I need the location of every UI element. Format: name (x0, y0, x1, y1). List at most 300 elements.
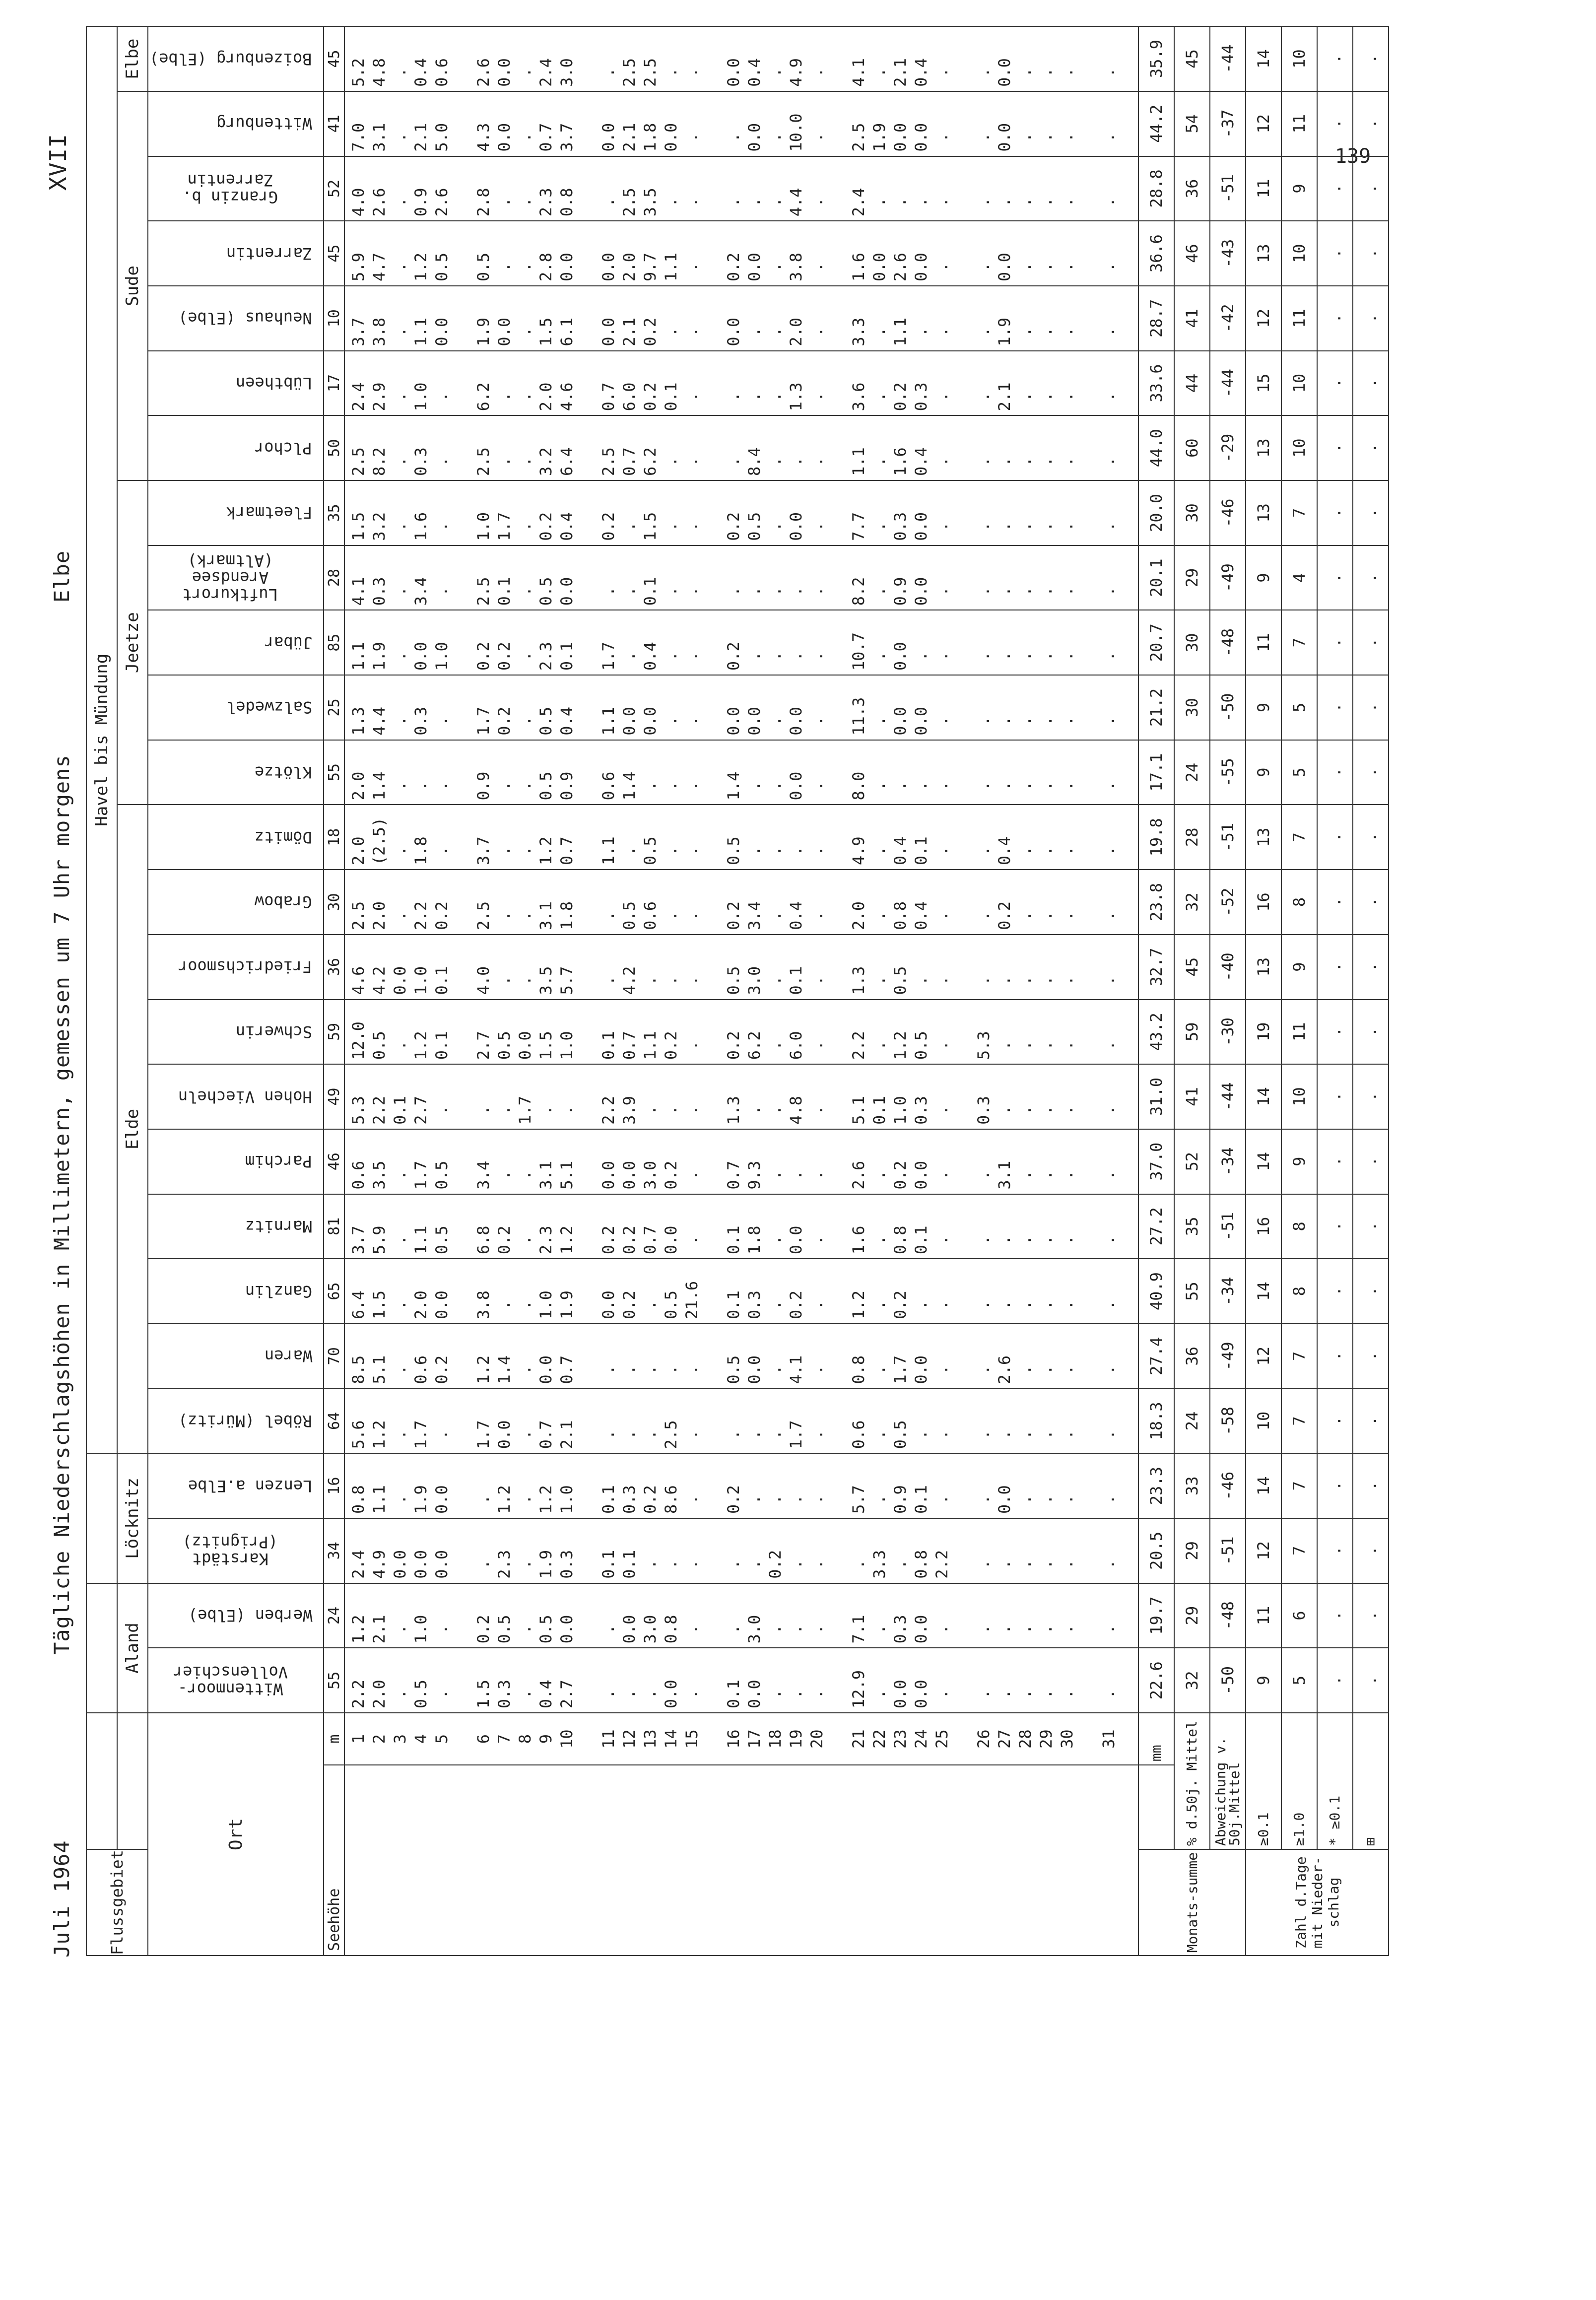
station-name: Salzwedel (226, 698, 312, 717)
station-header (148, 1000, 324, 1065)
station-header (148, 740, 324, 805)
hail-days: . (1353, 221, 1389, 286)
days-ge-1-0: 11 (1281, 91, 1317, 156)
pct-mittel-label: % d.50j. Mittel (1174, 1713, 1210, 1849)
station-header (148, 156, 324, 221)
monthly-sum: 31.0 (1138, 1064, 1174, 1129)
monthly-sum: 18.3 (1138, 1389, 1174, 1454)
station-elevation: 49 (324, 1064, 344, 1129)
deviation: -50 (1210, 675, 1246, 740)
monthly-sum: 43.2 (1138, 1000, 1174, 1065)
precipitation-table (86, 26, 1389, 1956)
group-elbe: Elbe (117, 26, 148, 91)
station-name: Plchor (255, 438, 312, 458)
deviation: -51 (1210, 1194, 1246, 1259)
daily-values: 5.9 4.7 . 1.2 0.5 0.5 . . 2.8 0.0 0.0 2.0 9.7 1.1 . 0.2 0.0 . 3.8 . 1.6 0.0 2.6 0.0 . . 0.0 . . . . (344, 221, 1138, 286)
hail-label: ⊞ (1353, 1713, 1389, 1849)
monthly-sum: 19.7 (1138, 1583, 1174, 1648)
snow-days: . (1317, 1583, 1353, 1648)
daily-values: 4.0 2.6 . 0.9 2.6 2.8 . . 2.3 0.8 . 2.5 3.5 . . . . . 4.4 . 2.4 . . . . . . . . . . (344, 156, 1138, 221)
snow-days: . (1317, 480, 1353, 545)
daily-values: 12.0 0.5 . 1.2 0.1 2.7 0.5 0.0 1.5 1.0 0.1 0.7 1.1 0.2 . 0.2 6.2 . 6.0 . 2.2 . 1.2 0.5 . 5.3 . . . . . (344, 1000, 1138, 1065)
station-elevation: 36 (324, 935, 344, 1000)
pct-of-mean: 41 (1174, 286, 1210, 351)
station-header (148, 1129, 324, 1194)
zahl-tage-label: Zahl d.Tage mit Nieder-schlag (1246, 1849, 1389, 1956)
snow-days: . (1317, 1259, 1353, 1324)
station-header (148, 415, 324, 480)
snow-days: . (1317, 1064, 1353, 1129)
station-header (148, 351, 324, 416)
daily-values: 0.8 1.1 . 1.9 0.0 . 1.2 . 1.2 1.0 0.1 0.3 0.2 8.6 . 0.2 . . . . 5.7 . 0.9 0.1 . . 0.0 . . . . (344, 1453, 1138, 1518)
station-name: Waren (264, 1347, 312, 1366)
hail-days: . (1353, 675, 1389, 740)
monthly-sum: 27.2 (1138, 1194, 1174, 1259)
pct-of-mean: 29 (1174, 545, 1210, 610)
deviation: -52 (1210, 870, 1246, 935)
monthly-sum: 44.2 (1138, 91, 1174, 156)
monthly-sum: 37.0 (1138, 1129, 1174, 1194)
mm-label: mm (1138, 1713, 1174, 1765)
group-sude: Sude (117, 91, 148, 480)
days-ge-0-1: 14 (1246, 1129, 1281, 1194)
station-header (148, 1194, 324, 1259)
monthly-sum: 40.9 (1138, 1259, 1174, 1324)
days-ge-0-1: 13 (1246, 480, 1281, 545)
station-elevation: 24 (324, 1583, 344, 1648)
hail-days: . (1353, 1194, 1389, 1259)
station-elevation: 28 (324, 545, 344, 610)
days-ge-0-1: 16 (1246, 1194, 1281, 1259)
daily-values: 2.4 2.9 . 1.0 . 6.2 . . 2.0 4.6 0.7 6.0 0.2 0.1 . . . . 1.3 . 3.6 . 0.2 0.3 . . 2.1 . . . . (344, 351, 1138, 416)
sheet-number: XVII (45, 134, 71, 191)
station-name: Karstädt (Prignitz) (182, 1533, 278, 1569)
station-elevation: 17 (324, 351, 344, 416)
station-elevation: 50 (324, 415, 344, 480)
deviation: -43 (1210, 221, 1246, 286)
days-ge-1-0: 7 (1281, 1389, 1317, 1454)
snow-days: . (1317, 1000, 1353, 1065)
pct-of-mean: 32 (1174, 870, 1210, 935)
days-ge-1-0: 8 (1281, 1259, 1317, 1324)
snow-days: . (1317, 935, 1353, 1000)
monthly-sum: 27.4 (1138, 1324, 1174, 1389)
hail-days: . (1353, 1259, 1389, 1324)
station-name: Schwerin (235, 1022, 312, 1041)
station-elevation: 52 (324, 156, 344, 221)
station-elevation: 10 (324, 286, 344, 351)
snow-days: . (1317, 1389, 1353, 1454)
pct-of-mean: 45 (1174, 935, 1210, 1000)
station-name: Marnitz (245, 1217, 312, 1236)
days-ge-1-0: 4 (1281, 545, 1317, 610)
days-ge-1-0: 10 (1281, 1064, 1317, 1129)
daily-values: 6.4 1.5 . 2.0 0.0 3.8 . . 1.0 1.9 0.0 0.2 . 0.5 21.6 0.1 0.3 . 0.2 . 1.2 . 0.2 . . . . . . . . (344, 1259, 1138, 1324)
pct-of-mean: 59 (1174, 1000, 1210, 1065)
station-elevation: 59 (324, 1000, 344, 1065)
station-elevation: 30 (324, 870, 344, 935)
hail-days: . (1353, 91, 1389, 156)
monthly-sum: 20.7 (1138, 610, 1174, 675)
pct-of-mean: 54 (1174, 91, 1210, 156)
station-name: Lübtheen (235, 373, 312, 393)
monthly-sum: 20.0 (1138, 480, 1174, 545)
snow-days: . (1317, 351, 1353, 416)
pct-of-mean: 24 (1174, 1389, 1210, 1454)
hail-days: . (1353, 610, 1389, 675)
station-name: Klötze (255, 763, 312, 782)
station-elevation: 65 (324, 1259, 344, 1324)
hail-days: . (1353, 545, 1389, 610)
deviation: -49 (1210, 1324, 1246, 1389)
station-name: Wittenburg (216, 114, 312, 134)
monthly-sum: 17.1 (1138, 740, 1174, 805)
snow-days: . (1317, 91, 1353, 156)
station-elevation: 16 (324, 1453, 344, 1518)
days-ge-1-0: 9 (1281, 1129, 1317, 1194)
pct-of-mean: 35 (1174, 1194, 1210, 1259)
pct-of-mean: 24 (1174, 740, 1210, 805)
deviation: -51 (1210, 156, 1246, 221)
station-elevation: 55 (324, 1648, 344, 1713)
snow-days: . (1317, 870, 1353, 935)
station-header (148, 870, 324, 935)
days-ge-0-1: 13 (1246, 415, 1281, 480)
deviation: -50 (1210, 1648, 1246, 1713)
station-header (148, 1324, 324, 1389)
snow-days: . (1317, 1129, 1353, 1194)
station-name: Friedrichsmoor (178, 957, 312, 977)
deviation: -34 (1210, 1259, 1246, 1324)
station-name: Hohen Viecheln (178, 1087, 312, 1106)
daily-values: 2.5 8.2 . 0.3 . 2.5 . . 3.2 6.4 2.5 0.7 6.2 . . . 8.4 . . . 1.1 . 1.6 0.4 . . . . . . . (344, 415, 1138, 480)
pct-of-mean: 29 (1174, 1518, 1210, 1583)
station-elevation: 46 (324, 1129, 344, 1194)
daily-values: 5.2 4.8 . 0.4 0.6 2.6 0.0 . 2.4 3.0 . 2.5 2.5 . . 0.0 0.4 . 4.9 . 4.1 . 2.1 0.4 . . 0.0 . . . . (344, 26, 1138, 91)
pct-of-mean: 29 (1174, 1583, 1210, 1648)
days-ge-0-1: 11 (1246, 156, 1281, 221)
station-header (148, 1583, 324, 1648)
pct-of-mean: 33 (1174, 1453, 1210, 1518)
flussgebiet-label: Flussgebiet (86, 1849, 148, 1956)
snow-days: . (1317, 610, 1353, 675)
monthly-sum: 32.7 (1138, 935, 1174, 1000)
daily-values: 3.7 3.8 . 1.1 0.0 1.9 0.0 . 1.5 6.1 0.0 2.1 0.2 . . 0.0 . . 2.0 . 3.3 . 1.1 . . . 1.9 . . . . (344, 286, 1138, 351)
snow-days: . (1317, 545, 1353, 610)
days-ge-0-1: 15 (1246, 351, 1281, 416)
hail-days: . (1353, 286, 1389, 351)
header-corner (86, 1713, 117, 1849)
daily-values: 3.7 5.9 . 1.1 0.5 6.8 0.2 . 2.3 1.2 0.2 0.2 0.7 0.0 . 0.1 1.8 . 0.0 . 1.6 . 0.8 0.1 . . . . . . . (344, 1194, 1138, 1259)
daily-values: 2.0 1.4 . . . 0.9 . . 0.5 0.9 0.6 1.4 . . . 1.4 . . 0.0 . 8.0 . . . . . . . . . . (344, 740, 1138, 805)
hail-days: . (1353, 156, 1389, 221)
days-ge-0-1: 13 (1246, 221, 1281, 286)
station-header (148, 1518, 324, 1583)
snow-days: . (1317, 26, 1353, 91)
pct-of-mean: 55 (1174, 1259, 1210, 1324)
snow-days: . (1317, 1324, 1353, 1389)
monthly-sum: 33.6 (1138, 351, 1174, 416)
monthly-sum: 44.0 (1138, 415, 1174, 480)
days-ge-0-1: 19 (1246, 1000, 1281, 1065)
group-elde: Elde (117, 805, 148, 1453)
days-ge-1-0: 9 (1281, 935, 1317, 1000)
station-header (148, 675, 324, 740)
deviation: -48 (1210, 610, 1246, 675)
seehoehe-unit: m (324, 1713, 344, 1765)
daily-values: 2.4 4.9 0.0 0.0 0.0 . 2.3 . 1.9 0.3 0.1 0.1 . . . . . 0.2 . . . 3.3 . 0.8 2.2 . . . . . . (344, 1518, 1138, 1583)
table-title: Tägliche Niederschlagshöhen in Millimetern, gemessen um 7 Uhr morgens (50, 754, 74, 1655)
monthly-sum: 36.6 (1138, 221, 1174, 286)
pct-of-mean: 45 (1174, 26, 1210, 91)
hail-days: . (1353, 1518, 1389, 1583)
days-ge-1-0: 7 (1281, 610, 1317, 675)
days-ge-1-0: 7 (1281, 805, 1317, 870)
days-ge-0-1: 12 (1246, 1324, 1281, 1389)
days-ge-0-1: 9 (1246, 675, 1281, 740)
station-name: Werben (Elbe) (188, 1606, 312, 1625)
station-header (148, 1259, 324, 1324)
station-elevation: 18 (324, 805, 344, 870)
deviation: -44 (1210, 351, 1246, 416)
days-ge-0-1: 13 (1246, 935, 1281, 1000)
days-ge-1-0: 7 (1281, 480, 1317, 545)
pct-of-mean: 30 (1174, 675, 1210, 740)
hail-days: . (1353, 1324, 1389, 1389)
pct-of-mean: 46 (1174, 221, 1210, 286)
days-ge-1-0: 11 (1281, 1000, 1317, 1065)
station-elevation: 64 (324, 1389, 344, 1454)
station-header (148, 91, 324, 156)
hail-days: . (1353, 870, 1389, 935)
hail-days: . (1353, 1000, 1389, 1065)
station-elevation: 85 (324, 610, 344, 675)
snow-days: . (1317, 1648, 1353, 1713)
days-ge-0-1: 12 (1246, 286, 1281, 351)
deviation: -55 (1210, 740, 1246, 805)
group-loecknitz: Löcknitz (117, 1453, 148, 1583)
station-header (148, 286, 324, 351)
pct-of-mean: 52 (1174, 1129, 1210, 1194)
monthly-sum: 22.6 (1138, 1648, 1174, 1713)
seehoehe-label: Seehöhe (324, 1765, 344, 1956)
hail-days: . (1353, 351, 1389, 416)
pct-of-mean: 30 (1174, 480, 1210, 545)
hail-days: . (1353, 480, 1389, 545)
hail-days: . (1353, 1453, 1389, 1518)
station-elevation: 25 (324, 675, 344, 740)
station-name: Lenzen a.Elbe (188, 1476, 312, 1495)
days-ge-0-1: 16 (1246, 870, 1281, 935)
days-ge-0-1: 9 (1246, 740, 1281, 805)
days-ge-0-1: 11 (1246, 610, 1281, 675)
station-header (148, 805, 324, 870)
station-name: Dömitz (255, 827, 312, 847)
station-header (148, 1064, 324, 1129)
hail-days: . (1353, 935, 1389, 1000)
monthly-sum: 21.2 (1138, 675, 1174, 740)
daily-values: 5.6 1.2 . 1.7 . 1.7 0.0 . 0.7 2.1 . . . 2.5 . . . . 1.7 . 0.6 . 0.5 . . . . . . . . (344, 1389, 1138, 1454)
daily-values: 0.6 3.5 . 1.7 0.5 3.4 . . 3.1 5.1 0.0 0.0 3.0 0.2 . 0.7 9.3 . . . 2.6 . 0.2 0.0 . . 3.1 . . . . (344, 1129, 1138, 1194)
deviation: -58 (1210, 1389, 1246, 1454)
hail-days: . (1353, 1389, 1389, 1454)
page-number: 139 (1335, 145, 1371, 168)
deviation: -51 (1210, 805, 1246, 870)
hail-days: . (1353, 805, 1389, 870)
group-aland: Aland (117, 1583, 148, 1713)
snow-days: . (1317, 286, 1353, 351)
days-ge-1-0: 10 (1281, 415, 1317, 480)
days-ge-1-0: 5 (1281, 1648, 1317, 1713)
station-elevation: 45 (324, 221, 344, 286)
days-ge-1-0: 7 (1281, 1453, 1317, 1518)
deviation: -42 (1210, 286, 1246, 351)
days-ge-1-0: 7 (1281, 1518, 1317, 1583)
daily-values: 2.0 (2.5) . 1.8 . 3.7 . . 1.2 0.7 1.1 . 0.5 . . 0.5 . . . . 4.9 . 0.4 0.1 . . 0.4 . . . . (344, 805, 1138, 870)
deviation: -37 (1210, 91, 1246, 156)
station-elevation: 45 (324, 26, 344, 91)
monthly-sum: 23.8 (1138, 870, 1174, 935)
days-ge-1-0: 5 (1281, 740, 1317, 805)
snow-label: * ≥0.1 (1317, 1713, 1353, 1849)
deviation: -49 (1210, 545, 1246, 610)
station-name: Fleetmark (226, 503, 312, 523)
days-ge-1-0: 7 (1281, 1324, 1317, 1389)
daily-values: 7.0 3.1 . 2.1 5.0 4.3 0.0 . 0.7 3.7 0.0 2.1 1.8 0.0 . . 0.0 . 10.0 . 2.5 1.9 0.0 0.0 . . 0.0 . . . . (344, 91, 1138, 156)
hail-days: . (1353, 415, 1389, 480)
days-ge-0-1: 12 (1246, 1518, 1281, 1583)
station-header (148, 480, 324, 545)
ge01-label: ≥0.1 (1246, 1713, 1281, 1849)
river-heading: Elbe (50, 550, 74, 603)
days-ge-0-1: 12 (1246, 91, 1281, 156)
deviation: -44 (1210, 26, 1246, 91)
station-name: Röbel (Müritz) (178, 1411, 312, 1430)
station-header (148, 26, 324, 91)
station-elevation: 35 (324, 480, 344, 545)
daily-values: 4.6 4.2 0.0 1.0 0.1 4.0 . . 3.5 5.7 . 4.2 . . . 0.5 3.0 . 0.1 . 1.3 . 0.5 . . . . . . . . (344, 935, 1138, 1000)
days-ge-0-1: 13 (1246, 805, 1281, 870)
station-name: Jübar (264, 633, 312, 652)
monthly-sum: 28.8 (1138, 156, 1174, 221)
station-elevation: 70 (324, 1324, 344, 1389)
snow-days: . (1317, 1453, 1353, 1518)
station-header (148, 545, 324, 610)
monthly-sum: 20.1 (1138, 545, 1174, 610)
pct-of-mean: 36 (1174, 1324, 1210, 1389)
deviation: -46 (1210, 1453, 1246, 1518)
hail-days: . (1353, 1648, 1389, 1713)
monthly-sum: 35.9 (1138, 26, 1174, 91)
station-header (148, 1648, 324, 1713)
daily-values: 4.1 0.3 . 3.4 . 2.5 0.1 . 0.5 0.0 . . 0.1 . . . . . . . 8.2 . 0.9 0.0 . . . . . . . (344, 545, 1138, 610)
ort-label: Ort (148, 1713, 324, 1956)
station-elevation: 55 (324, 740, 344, 805)
pct-of-mean: 36 (1174, 156, 1210, 221)
daily-values: 1.1 1.9 . 0.0 1.0 0.2 0.2 . 2.3 0.1 1.7 . 0.4 . . 0.2 . . . . 10.7 . 0.0 . . . . . . . . (344, 610, 1138, 675)
station-name: Luftkurort Arendsee (Altmark) (182, 551, 278, 605)
deviation: -51 (1210, 1518, 1246, 1583)
days-ge-0-1: 10 (1246, 1389, 1281, 1454)
daily-values: 8.5 5.1 . 0.6 0.2 1.2 1.4 . 0.0 0.7 . . . . . 0.5 0.0 . 4.1 . 0.8 . 1.7 0.0 . . 2.6 . . . . (344, 1324, 1138, 1389)
snow-days: . (1317, 675, 1353, 740)
station-header (148, 1389, 324, 1454)
pct-of-mean: 28 (1174, 805, 1210, 870)
hail-days: . (1353, 1064, 1389, 1129)
pct-of-mean: 41 (1174, 1064, 1210, 1129)
snow-days: . (1317, 156, 1353, 221)
station-elevation: 81 (324, 1194, 344, 1259)
pct-of-mean: 32 (1174, 1648, 1210, 1713)
days-ge-0-1: 14 (1246, 1453, 1281, 1518)
snow-days: . (1317, 805, 1353, 870)
days-ge-0-1: 9 (1246, 1648, 1281, 1713)
station-name: Zarrentin (226, 244, 312, 263)
days-ge-0-1: 14 (1246, 1259, 1281, 1324)
deviation: -48 (1210, 1583, 1246, 1648)
days-ge-0-1: 14 (1246, 1064, 1281, 1129)
monthly-sum: 28.7 (1138, 286, 1174, 351)
monatssumme-label: Monats-summe (1138, 1849, 1246, 1956)
pct-of-mean: 60 (1174, 415, 1210, 480)
ge10-label: ≥1.0 (1281, 1713, 1317, 1849)
days-ge-1-0: 10 (1281, 221, 1317, 286)
daily-values: 2.5 2.0 . 2.2 0.2 2.5 . . 3.1 1.8 . 0.5 0.6 . . 0.2 3.4 . 0.4 . 2.0 . 0.8 0.4 . . 0.2 . . . . (344, 870, 1138, 935)
pct-of-mean: 44 (1174, 351, 1210, 416)
deviation: -34 (1210, 1129, 1246, 1194)
station-header (148, 610, 324, 675)
month-heading: Juli 1964 (50, 1840, 74, 1958)
monthly-sum: 23.3 (1138, 1453, 1174, 1518)
group-jeetze: Jeetze (117, 480, 148, 805)
pct-of-mean: 30 (1174, 610, 1210, 675)
snow-days: . (1317, 1518, 1353, 1583)
days-ge-1-0: 8 (1281, 870, 1317, 935)
days-ge-1-0: 6 (1281, 1583, 1317, 1648)
abweichung-label: Abweichung v. 50j.Mittel (1210, 1713, 1246, 1849)
station-header (148, 221, 324, 286)
station-name: Grabow (255, 892, 312, 912)
station-name: Granzin b. Zarrentin (182, 170, 278, 206)
deviation: -29 (1210, 415, 1246, 480)
day-numbers: 1 2 3 4 5 6 7 8 9 10 11 12 13 14 15 16 17 18 19 20 21 22 23 24 25 26 27 28 29 30 31 (344, 1713, 1138, 1765)
deviation: -30 (1210, 1000, 1246, 1065)
monthly-sum: 19.8 (1138, 805, 1174, 870)
days-ge-1-0: 5 (1281, 675, 1317, 740)
station-header (148, 935, 324, 1000)
station-elevation: 41 (324, 91, 344, 156)
daily-values: 1.2 2.1 . 1.0 . 0.2 0.5 . 0.5 0.0 . 0.0 3.0 0.8 . . 3.0 . . . 7.1 . 0.3 0.0 . . . . . . . (344, 1583, 1138, 1648)
station-header (148, 1453, 324, 1518)
snow-days: . (1317, 740, 1353, 805)
station-elevation: 34 (324, 1518, 344, 1583)
hail-days: . (1353, 26, 1389, 91)
daily-values: 5.3 2.2 0.1 2.7 . . . 1.7 . . 2.2 3.9 . . . 1.3 . . 4.8 . 5.1 0.1 1.0 0.3 . 0.3 . . . . . (344, 1064, 1138, 1129)
snow-days: . (1317, 221, 1353, 286)
station-name: Wittenmoor-Vollenschier (173, 1662, 288, 1698)
days-ge-0-1: 14 (1246, 26, 1281, 91)
daily-values: 1.3 4.4 . 0.3 . 1.7 0.2 . 0.5 0.4 1.1 0.0 0.0 . . 0.0 0.0 . 0.0 . 11.3 . 0.0 0.0 . . . . . . . (344, 675, 1138, 740)
havel-group-header: Havel bis Mündung (86, 26, 117, 1453)
days-ge-1-0: 11 (1281, 286, 1317, 351)
days-ge-1-0: 10 (1281, 26, 1317, 91)
hail-days: . (1353, 1583, 1389, 1648)
deviation: -46 (1210, 480, 1246, 545)
hail-days: . (1353, 1129, 1389, 1194)
station-name: Boizenburg (Elbe) (149, 49, 312, 68)
monthly-sum: 20.5 (1138, 1518, 1174, 1583)
daily-values: 2.2 2.0 . 0.5 . 1.5 0.3 . 0.4 2.7 . . . 0.0 . 0.1 0.0 . . . 12.9 . 0.0 0.0 . . . . . . . (344, 1648, 1138, 1713)
